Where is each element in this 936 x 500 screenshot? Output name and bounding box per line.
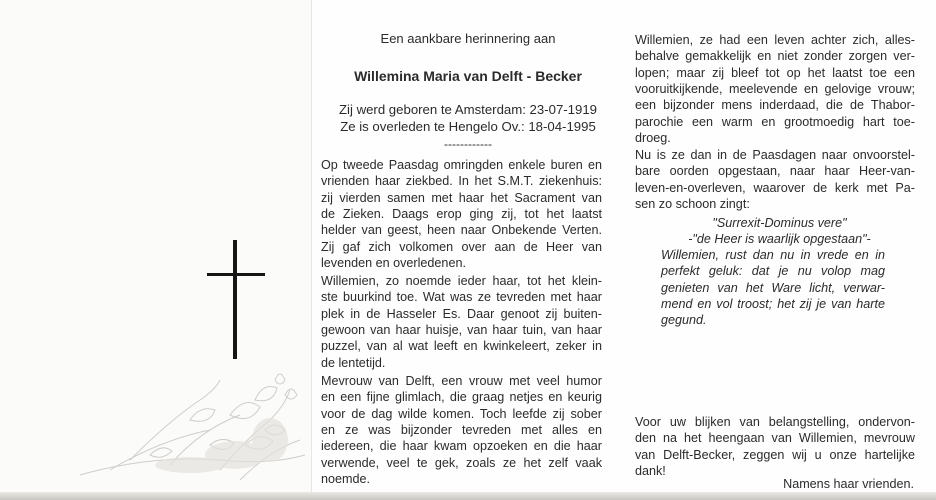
left-panel <box>0 0 311 492</box>
text-line: leven-en-overleven, waarover de kerk met Pa- <box>635 180 915 195</box>
birth-line: Zij werd geboren te Amsterdam: 23-07-1919 <box>338 102 598 117</box>
text-line: Zij gaf zich volkomen over aan de Heer van <box>321 239 602 254</box>
paragraph-4 <box>635 32 915 146</box>
separator: ------------ <box>444 137 492 151</box>
text-line: voor de dag wilde komen. Toch leefde zij sober <box>321 406 602 421</box>
text-line: perfekt geluk: dat je nu volop mag <box>661 264 885 279</box>
text-line: parochie een warm en grootmoedig hart toe- <box>635 114 915 129</box>
text-line: Op tweede Paasdag omringden enkele buren en <box>321 158 602 172</box>
text-line: en ze was bijzonder tevreden met alles en <box>321 423 602 438</box>
text-line: droeg. <box>635 131 671 146</box>
paragraph-2 <box>321 273 602 371</box>
text-line: de lentetijd. <box>321 355 386 370</box>
text-line: vooruitkijkende, meelevende en gelovige vrouw; <box>635 82 915 97</box>
signature: Namens haar vrienden. <box>783 477 914 491</box>
text-line: en een fijne glimlach, die graag netjes en keurig <box>321 390 602 405</box>
cross-icon <box>233 240 237 359</box>
text-line: gewoon van haar huisje, van haar tuin, van haar <box>321 323 602 338</box>
text-line: Willemien, ze had een leven achter zich, alles- <box>635 33 915 47</box>
text-line: lopen; maar zij bleef tot op het laatst toe een <box>635 65 915 80</box>
text-line: helder van geest, heen naar Onbekende Verten. <box>321 223 602 238</box>
text-line: ste buurkind toe. Wat was ze tevreden met haar <box>321 290 602 305</box>
quote-title: "Surrexit-Dominus vere" <box>712 216 847 230</box>
text-line: bare oorden opgestaan, naar haar Heer-van- <box>635 164 915 179</box>
cross-icon-bar <box>207 273 265 276</box>
middle-panel <box>311 0 624 492</box>
text-line: zij vierden samen met haar het Sacrament van <box>321 190 602 205</box>
text-line: Willemien, zo noemde ieder haar, tot het klein- <box>321 274 602 288</box>
text-line: den na het heengaan van Willemien, mevrouw <box>635 431 915 446</box>
text-line: plek in de Hasseler Es. Daar genoot zij buiten- <box>321 306 602 321</box>
deceased-name: Willemina Maria van Delft - Becker <box>354 68 582 84</box>
text-line: mend en vol troost; het zij je van harte <box>661 297 885 312</box>
text-line: vrienden haar ziekbed. In het S.M.T. ziekenhuis: <box>321 174 602 189</box>
text-line: Nu is ze dan in de Paasdagen naar onvoorstel- <box>635 148 915 162</box>
text-line: van Delft-Becker, zeggen wij u onze hartelijke <box>635 447 915 462</box>
paragraph-3 <box>321 373 602 487</box>
thanks-paragraph <box>635 414 915 479</box>
text-line: behalve gemakkelijk en niet zonder zorgen ver- <box>635 49 915 64</box>
flowers-icon <box>70 360 310 490</box>
text-line: sen zo schoon zingt: <box>635 197 750 212</box>
quote-translation: -"de Heer is waarlijk opgestaan"- <box>688 232 871 246</box>
text-line: puzzel, van al wat leeft en kwinkeleert, zeker in <box>321 339 602 354</box>
text-line: levenden en overledenen. <box>321 256 466 271</box>
dates <box>312 101 624 135</box>
text-line: genieten van het Ware licht, verwar- <box>661 280 885 295</box>
text-line: Voor uw blijken van belangstelling, ondervon- <box>635 415 915 429</box>
text-line: gegund. <box>661 313 707 328</box>
card-bottom-edge <box>0 492 936 500</box>
paragraph-1 <box>321 157 602 271</box>
quote-text <box>661 247 885 329</box>
intro-text: Een aankbare herinnering aan <box>380 31 556 46</box>
text-line: verwende, veel te gek, zoals ze het zelf vaak <box>321 455 602 470</box>
right-panel <box>623 0 936 492</box>
text-line: een bijzonder mens inderdaad, die de Thabor- <box>635 98 915 113</box>
text-line: de Zieken. Daags erop ging zij, tot het laatst <box>321 207 602 222</box>
paragraph-5 <box>635 147 915 212</box>
text-line: noemde. <box>321 472 371 487</box>
text-line: iedereen, die haar kwam opzoeken en die haar <box>321 439 602 454</box>
text-line: Mevrouw van Delft, een vrouw met veel humor <box>321 374 602 388</box>
text-line: dank! <box>635 464 666 479</box>
text-line: Willemien, rust dan nu in vrede en in <box>661 248 885 262</box>
death-line: Ze is overleden te Hengelo Ov.: 18-04-1995 <box>340 119 596 134</box>
